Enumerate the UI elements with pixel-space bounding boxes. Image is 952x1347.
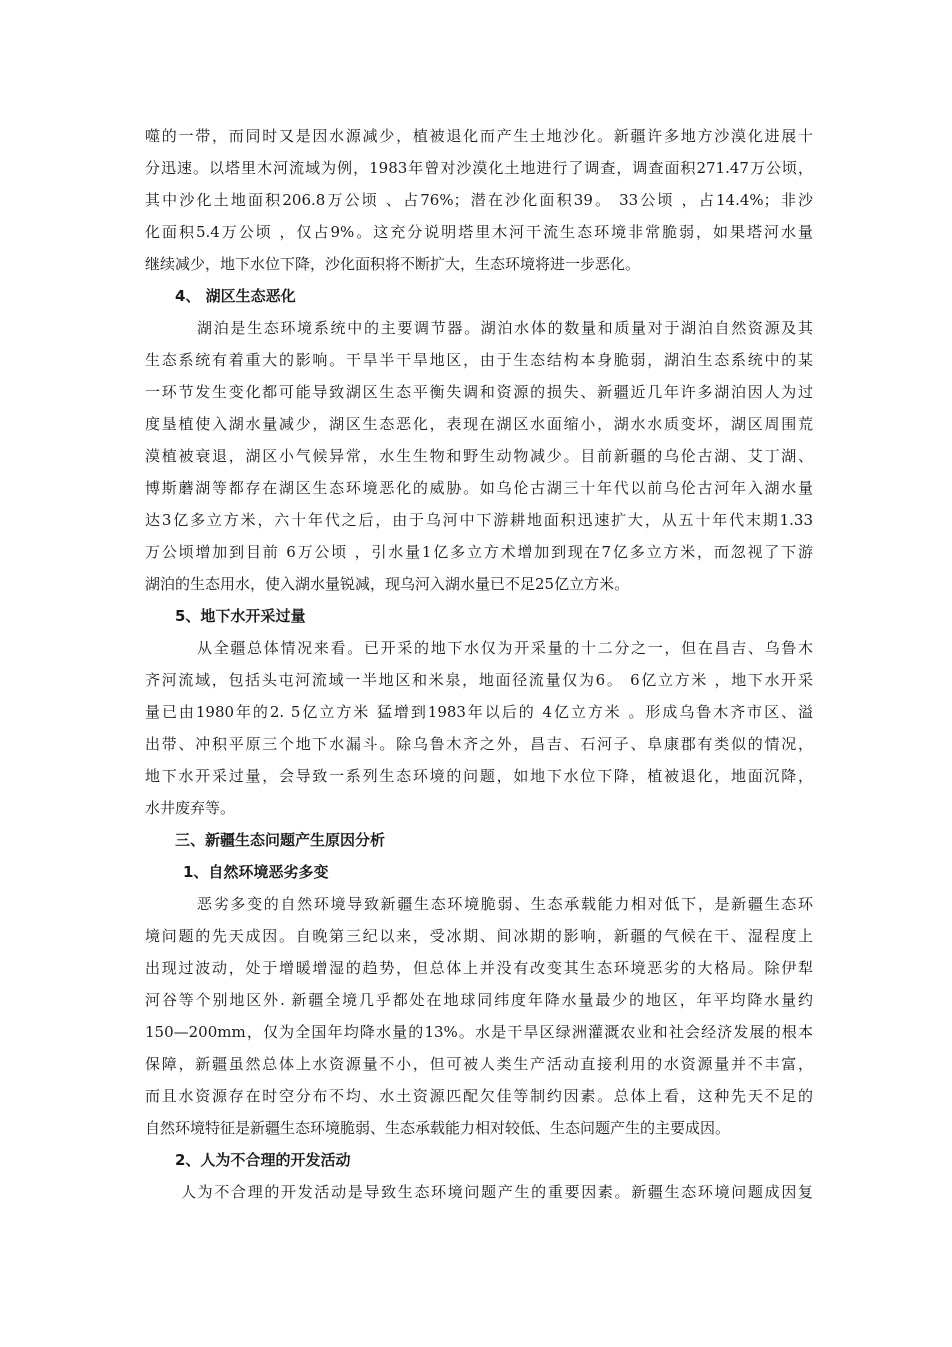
text-line: 河谷等个别地区外. 新疆全境几乎都处在地球同纬度年降水量最少的地区，年平均降水量约 (145, 991, 813, 1009)
document-body (145, 120, 813, 1208)
paragraph-groundwater (145, 632, 813, 824)
text-line: 化面积5.4万公顷 ，仅占9%。这充分说明塔里木河干流生态环境非常脆弱，如果塔河水量 (145, 223, 813, 241)
text-line: 而且水资源存在时空分布不均、水土资源匹配欠佳等制约因素。总体上看，这种先天不足的 (145, 1087, 813, 1105)
text-line: 噬的一带，而同时又是因水源减少，植被退化而产生土地沙化。新疆许多地方沙漠化进展十 (145, 127, 813, 145)
text-line: 湖泊是生态环境系统中的主要调节器。湖泊水体的数量和质量对于湖泊自然资源及其 (197, 319, 813, 337)
paragraph-lake-ecology (145, 312, 813, 600)
text-line: 漠植被衰退，湖区小气候异常，水生生物和野生动物减少。目前新疆的乌伦古湖、艾丁湖、 (145, 447, 813, 465)
section-heading-groundwater: 5、地下水开采过量 (175, 607, 306, 625)
text-line: 度垦植使入湖水量减少，湖区生态恶化，表现在湖区水面缩小，湖水水质变坏，湖区周围荒 (145, 415, 813, 433)
text-line: 继续减少，地下水位下降，沙化面积将不断扩大，生态环境将进一步恶化。 (145, 255, 641, 273)
text-line: 恶劣多变的自然环境导致新疆生态环境脆弱、生态承载能力相对低下，是新疆生态环 (197, 895, 813, 913)
text-line: 达3亿多立方米，六十年代之后，由于乌河中下游耕地面积迅速扩大，从五十年代末期1.33 (145, 511, 813, 529)
text-line: 出带、冲积平原三个地下水漏斗。除乌鲁木齐之外，昌吉、石河子、阜康郡有类似的情况， (145, 735, 813, 753)
section-heading-human-activity: 2、人为不合理的开发活动 (175, 1151, 351, 1169)
text-line: 分迅速。以塔里木河流域为例，1983年曾对沙漠化土地进行了调查，调查面积271.47万公顷， (145, 159, 813, 177)
text-line: 生态系统有着重大的影响。干旱半干旱地区，由于生态结构本身脆弱，湖泊生态系统中的某 (145, 351, 813, 369)
text-line: 万公顷增加到目前 6万公顷 ，引水量1亿多立方术增加到现在7亿多立方米，而忽视了下游 (145, 543, 813, 561)
chapter-heading-causes: 三、新疆生态问题产生原因分析 (175, 831, 386, 849)
text-line: 自然环境特征是新疆生态环境脆弱、生态承载能力相对较低、生态问题产生的主要成因。 (145, 1119, 731, 1137)
text-line: 齐河流域，包括头屯河流域一半地区和米泉，地面径流量仅为6。 6亿立方米 ，地下水开采 (145, 671, 813, 689)
text-line: 150—200mm，仅为全国年均降水量的13%。水是干旱区绿洲灌溉农业和社会经济发展的根本 (145, 1023, 813, 1041)
text-line: 其中沙化土地面积206.8万公顷 、占76%；潜在沙化面积39。 33公顷 ，占14.4%；非沙 (145, 191, 813, 209)
text-line: 量已由1980年的2. 5亿立方米 猛增到1983年以后的 4亿立方米 。形成乌鲁木齐市区、溢 (145, 703, 813, 721)
text-line: 境问题的先天成因。自晚第三纪以来，受冰期、间冰期的影响，新疆的气候在干、湿程度上 (145, 927, 813, 945)
paragraph-desertification (145, 120, 813, 280)
text-line: 保障，新疆虽然总体上水资源量不小，但可被人类生产活动直接利用的水资源量并不丰富， (145, 1055, 813, 1073)
text-line: 从全疆总体情况来看。已开采的地下水仅为开采量的十二分之一，但在昌吉、乌鲁木 (197, 639, 813, 657)
text-line: 一环节发生变化都可能导致湖区生态平衡失调和资源的损失、新疆近几年许多湖泊因人为过 (145, 383, 813, 401)
text-line: 出现过波动，处于增暖增湿的趋势，但总体上并没有改变其生态环境恶劣的大格局。除伊犁 (145, 959, 813, 977)
text-line: 人为不合理的开发活动是导致生态环境问题产生的重要因素。新疆生态环境问题成因复 (181, 1183, 813, 1201)
text-line: 地下水开采过量，会导致一系列生态环境的问题，如地下水位下降，植被退化，地面沉降， (145, 767, 813, 785)
text-line: 博斯蘑湖等都存在湖区生态环境恶化的威胁。如乌伦古湖三十年代以前乌伦古河年入湖水量 (145, 479, 813, 497)
text-line: 水井废弃等。 (145, 799, 236, 817)
paragraph-natural-environment (145, 888, 813, 1144)
section-heading-natural-environment: 1、自然环境恶劣多变 (183, 863, 329, 881)
text-line: 湖泊的生态用水，使入湖水量锐减，现乌河入湖水量已不足25亿立方米。 (145, 575, 630, 593)
section-heading-lake-ecology: 4、 湖区生态恶化 (175, 287, 296, 305)
paragraph-human-activity (145, 1176, 813, 1208)
